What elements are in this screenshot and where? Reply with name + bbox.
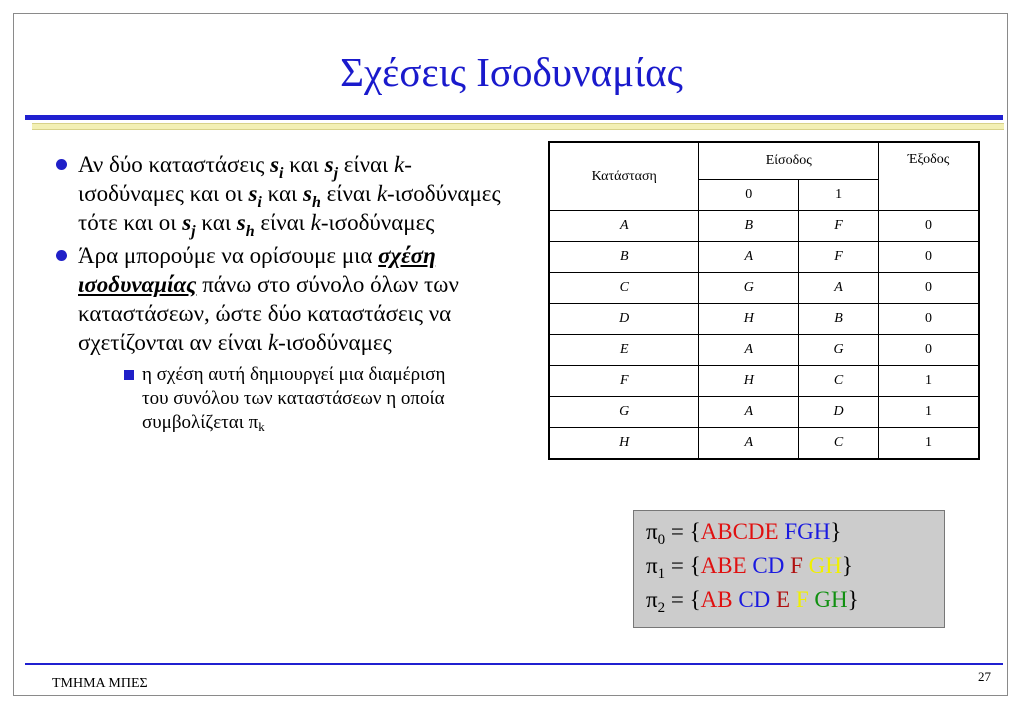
pi-symbol: π — [646, 587, 658, 612]
var-s-i-2-sub: i — [257, 194, 262, 211]
partition-pi-1 — [646, 549, 944, 583]
header-input: Είσοδος — [699, 142, 879, 180]
bullet-dot-icon — [56, 250, 67, 261]
equals-brace: = { — [665, 519, 701, 544]
page-number: 27 — [978, 669, 991, 684]
group: ABE — [700, 553, 747, 578]
cell-next-1: F — [799, 211, 879, 242]
cell-next-0: B — [699, 211, 799, 242]
partition-pi-2 — [646, 583, 944, 617]
sub-bullet-text: η σχέση αυτή δημιουργεί μια διαμέριση του συνόλου των καταστάσεων η οποία συμβολίζεται π — [142, 364, 446, 433]
close-brace: } — [847, 587, 859, 612]
var-s-j-sub: j — [333, 165, 339, 182]
close-brace: } — [830, 519, 842, 544]
cell-output: 0 — [879, 211, 979, 242]
pi-index: 1 — [657, 566, 666, 582]
cell-state: H — [549, 428, 699, 460]
bullet-1-text-2: και — [283, 152, 325, 177]
pi-symbol: π — [646, 553, 658, 578]
close-brace: } — [841, 553, 853, 578]
var-s-i-2 — [248, 181, 262, 211]
table-row — [549, 304, 979, 335]
cell-next-0: A — [699, 397, 799, 428]
pi-index: 2 — [657, 600, 666, 616]
bullet-1-text-7: -ισοδύναμες τότε και οι — [78, 181, 501, 235]
var-s-h-2-sub: h — [245, 223, 255, 240]
header-input-1: 1 — [799, 180, 879, 211]
group: CD — [752, 553, 785, 578]
cell-state: E — [549, 335, 699, 366]
var-s-h-2 — [236, 210, 255, 240]
pi-symbol: π — [646, 519, 658, 544]
footer-rule — [25, 663, 1003, 665]
cell-next-0: H — [699, 304, 799, 335]
square-bullet-icon — [124, 370, 134, 380]
table-row — [549, 211, 979, 242]
cell-output: 0 — [879, 335, 979, 366]
var-s-j-base: s — [324, 152, 334, 177]
var-s-j-2 — [182, 210, 196, 240]
cell-output: 1 — [879, 397, 979, 428]
bullet-1-text-1: Αν δύο καταστάσεις — [78, 152, 271, 177]
text-content — [50, 150, 510, 435]
bullet-dot-icon — [56, 159, 67, 170]
var-k-3: k — [310, 210, 321, 235]
var-s-i — [270, 152, 284, 182]
var-k-2: k — [376, 181, 388, 206]
group: CD — [738, 587, 771, 612]
cell-next-1: F — [799, 242, 879, 273]
partition-pi-0 — [646, 515, 944, 549]
var-s-i-sub: i — [279, 165, 284, 182]
cell-output: 0 — [879, 273, 979, 304]
partition-box — [633, 510, 945, 628]
table-row — [549, 273, 979, 304]
sub-bullet — [120, 363, 472, 435]
bullet-1-text-8: και — [195, 210, 237, 235]
cell-next-1: A — [799, 273, 879, 304]
var-k: k — [394, 152, 405, 177]
var-s-i-base: s — [270, 152, 280, 177]
cell-next-0: H — [699, 366, 799, 397]
bullet-1-text-4: -ισοδύναμες και οι — [78, 152, 412, 206]
bullet-2-text-3: -ισοδύναμες — [278, 330, 392, 355]
group: E — [776, 587, 791, 612]
cell-state: C — [549, 273, 699, 304]
cell-output: 0 — [879, 304, 979, 335]
bullet-1-text-10: -ισοδύναμες — [320, 210, 435, 235]
bullet-2-var-k: k — [267, 330, 279, 355]
var-s-j-2-base: s — [182, 210, 192, 235]
state-table — [548, 141, 980, 460]
cell-state: F — [549, 366, 699, 397]
sub-bullet-subscript: k — [258, 419, 265, 434]
bullet-2-text-1: Άρα μπορούμε να ορίσουμε μια — [78, 243, 379, 268]
cell-next-1: D — [799, 397, 879, 428]
cell-next-1: C — [799, 428, 879, 460]
group: ABCDE — [700, 519, 779, 544]
header-state: Κατάσταση — [549, 142, 699, 211]
table-row — [549, 366, 979, 397]
cell-next-1: B — [799, 304, 879, 335]
header-input-0: 0 — [699, 180, 799, 211]
bullet-2-text-2: πάνω στο σύνολο όλων των καταστάσεων, ώστε δύο καταστάσεις να σχετίζονται αν είναι — [78, 272, 459, 355]
cell-next-1: G — [799, 335, 879, 366]
cell-output: 1 — [879, 366, 979, 397]
var-s-j — [324, 152, 339, 182]
header-output: Έξοδος — [879, 142, 979, 211]
cell-next-0: G — [699, 273, 799, 304]
group: AB — [700, 587, 733, 612]
table-row — [549, 242, 979, 273]
var-s-i-2-base: s — [248, 181, 258, 206]
table-row — [549, 335, 979, 366]
cell-output: 0 — [879, 242, 979, 273]
cell-state: D — [549, 304, 699, 335]
cell-next-0: A — [699, 242, 799, 273]
group: F — [790, 553, 803, 578]
footer-label: ΤΜΗΜΑ ΜΠΕΣ — [52, 676, 148, 691]
group: GH — [808, 553, 842, 578]
bullet-2-emphasis: σχέση ισοδυναμίας — [78, 243, 436, 297]
var-s-h-2-base: s — [236, 210, 246, 235]
table-row — [549, 428, 979, 460]
bullet-2 — [50, 241, 510, 357]
table-row — [549, 397, 979, 428]
cell-next-1: C — [799, 366, 879, 397]
bullet-1-text-9: είναι — [254, 210, 311, 235]
equals-brace: = { — [665, 587, 701, 612]
cell-next-0: A — [699, 335, 799, 366]
group: F — [795, 587, 809, 612]
var-s-h-base: s — [302, 181, 312, 206]
equals-brace: = { — [665, 553, 701, 578]
cell-state: A — [549, 211, 699, 242]
bullet-1-text-5: και — [261, 181, 303, 206]
cell-output: 1 — [879, 428, 979, 460]
cell-next-0: A — [699, 428, 799, 460]
table-body — [549, 211, 979, 460]
bullet-1-text-3: είναι — [338, 152, 394, 177]
pi-index: 0 — [657, 532, 666, 548]
title-rule-yellow — [32, 123, 1004, 130]
slide-title: Σχέσεις Ισοδυναμίας — [340, 49, 683, 95]
group: GH — [814, 587, 848, 612]
var-s-h — [302, 181, 321, 211]
group: FGH — [784, 519, 831, 544]
cell-state: G — [549, 397, 699, 428]
var-s-h-sub: h — [311, 194, 321, 211]
cell-state: B — [549, 242, 699, 273]
title-rule-blue — [25, 115, 1003, 120]
var-s-j-2-sub: j — [191, 223, 196, 240]
bullet-1 — [50, 150, 510, 240]
bullet-1-text-6: είναι — [320, 181, 377, 206]
